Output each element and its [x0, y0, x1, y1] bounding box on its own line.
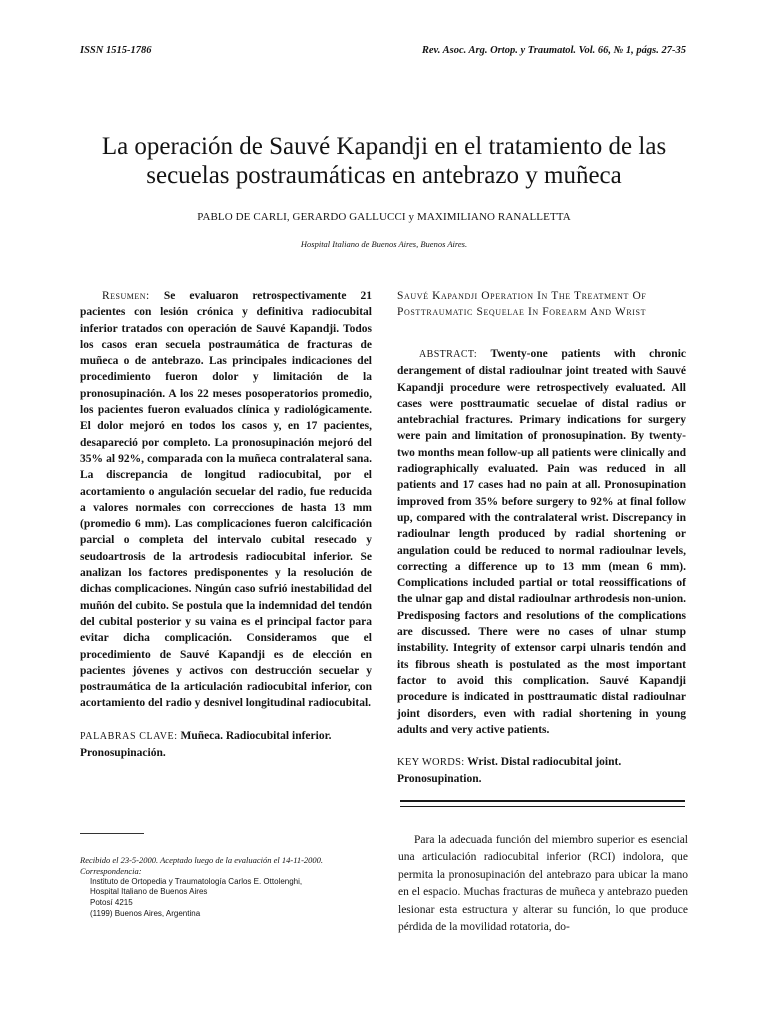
article-title-line-2: secuelas postraumáticas en antebrazo y muñeca	[146, 162, 622, 189]
english-abstract-column	[397, 288, 686, 788]
intro-paragraph: Para la adecuada función del miembro superior es esencial una articulación radiocubital inferior (RCI) indolora, que permita la pronosupinación del antebrazo para ubicar la mano en el espacio. Muchas fracturas de muñeca y antebrazo pueden lesionar esta estructura y alterar su función, lo que produce pérdida de la movilidad rotatoria, do-	[398, 834, 688, 934]
palabras-clave-label: PALABRAS CLAVE:	[80, 730, 178, 742]
resumen-label: Resumen:	[102, 290, 150, 302]
footnote-rule	[80, 833, 144, 834]
issn-label: ISSN 1515-1786	[80, 45, 152, 56]
abstract-text: Twenty-one patients with chronic derangement of distal radioulnar joint treated with Sauvé Kapandji procedure were retrospectively evaluated. All cases were posttraumatic secuelae of distal radius or antebrachial fractures. Primary indications for surgery were pain and limitation of pronosupination. By twenty-two months mean follow-up all patients were clinically and radiographically evaluated. Pain was reduced in all patients and 17 cases had no pain at all. Pronosupination improved from 35% before surgery to 92% at final follow up, compared with the contralateral wrist. Discrepancy in radioulnar length produced by radial shortening or angulation could be reduced to normal radioulnar levels, correcting a difference up to 13 mm (mean 6 mm). Complications included partial or total reossiffications of the ulnar gap and distal radioulnar arthrodesis non-union. Predisposing factors and resolutions of the complications are discussed. There were no cases of ulnar stump instability. Integrity of extensor carpi ulnaris tendón and its fibrous sheath is postulated as the most important factor to avoid this complication. Sauvé Kapandji procedure is indicated in posttraumatic distal radioulnar joint disorders, even with radial shortening in young adults and very active patients.	[397, 348, 686, 736]
footnotes	[80, 855, 370, 920]
section-divider-thick	[400, 800, 685, 802]
journal-citation: Rev. Asoc. Arg. Ortop. y Traumatol. Vol. 66, № 1, págs. 27-35	[421, 45, 686, 56]
abstract-label: ABSTRACT:	[419, 349, 478, 360]
received-date: Recibido el 23-5-2000. Aceptado luego de la evaluación el 14-11-2000.	[80, 855, 324, 865]
spanish-abstract	[80, 288, 372, 712]
address-line: Hospital Italiano de Buenos Aires	[90, 887, 208, 897]
address-line: Potosí 4215	[90, 898, 133, 908]
spanish-abstract-column	[80, 288, 372, 761]
english-abstract	[397, 346, 686, 738]
key-words-label: KEY WORDS:	[397, 757, 465, 769]
authors: PABLO DE CARLI, GERARDO GALLUCCI y MAXIMILIANO RANALLETTA	[197, 211, 571, 223]
article-title	[60, 132, 708, 190]
palabras-clave-text: Muñeca. Radiocubital inferior. Pronosupinación.	[80, 729, 332, 760]
section-divider-thin	[400, 806, 685, 807]
article-title-line-1: La operación de Sauvé Kapandji en el tratamiento de las	[101, 133, 667, 160]
address-line: Instituto de Ortopedia y Traumatología Carlos E. Ottolenghi,	[90, 876, 303, 886]
address-line: (1199) Buenos Aires, Argentina	[90, 908, 201, 918]
english-keywords	[397, 754, 686, 788]
english-title: Sauvé Kapandji Operation In The Treatment Of Posttraumatic Sequelae In Forearm And Wrist	[397, 290, 647, 318]
key-words-text: Wrist. Distal radiocubital joint. Pronosupination.	[397, 756, 622, 786]
affiliation: Hospital Italiano de Buenos Aires, Buenos Aires.	[300, 239, 468, 249]
spanish-keywords	[80, 728, 372, 762]
resumen-text: Se evaluaron retrospectivamente 21 pacientes con lesión crónica y definitiva radiocubital inferior tratados con operación de Sauvé Kapandji. Todos los casos eran secuela postraumática de fracturas de muñeca o de antebrazo. Las principales indicaciones del procedimiento fueron dolor y limitación de la pronosupinación. A los 22 meses posoperatorios promedio, los pacientes fueron evaluados clínica y radiológicamente. El dolor mejoró en todos los casos y, en 17 pacientes, desapareció por completo. La pronosupinación mejoró del 35% al 92%, comparada con la muñeca contralateral sana. La discrepancia de longitud radiocubital, por el acortamiento o angulación secuelar del radio, fue reducida a valores normales con correcciones de hasta 13 mm (promedio 6 mm). Las complicaciones fueron calcificación parcial o completa del intervalo cubital resecado y seudoartrosis de la artrodesis radiocubital inferior. Se analizan los factores predisponentes y la resolución de dichas complicaciones. Ningún caso sufrió inestabilidad del muñón del cubito. Se postula que la indemnidad del tendón del cubital posterior y su vaina es el principal factor para evitar dicha complicación. Consideramos que el procedimiento de Sauvé Kapandji es de elección en pacientes jóvenes y activos con destrucción secuelar y postraumática de la articulación radiocubital inferior, con acortamiento del radio y desnivel longitudinal radiocubital.	[80, 290, 372, 710]
correspondence-label: Correspondencia:	[80, 865, 142, 876]
